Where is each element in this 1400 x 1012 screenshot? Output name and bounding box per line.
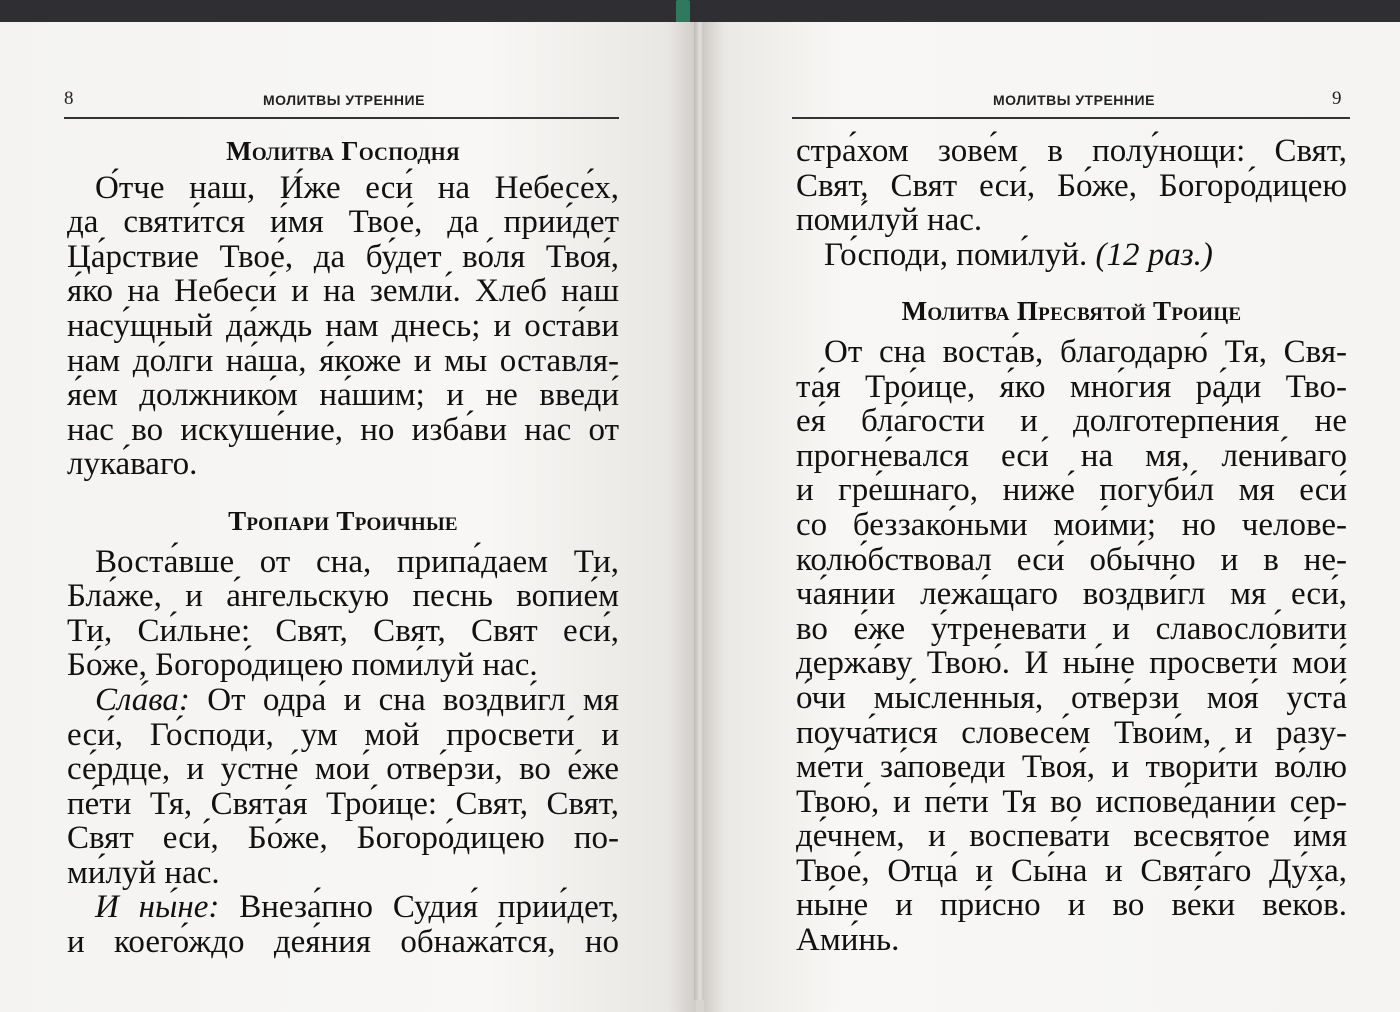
text-line: Твою́, и пе́ти Тя во испове́дании сер- xyxy=(796,783,1347,820)
text-line: поуча́тися словесе́м Твои́м, и разу- xyxy=(796,714,1347,751)
text-line-content: Внеза́пно Судия́ прии́дет, xyxy=(239,889,620,926)
header-rule-right xyxy=(792,117,1350,119)
text-line: ея́ бла́гости и долготерпе́ния не xyxy=(796,403,1347,440)
text-line: да святи́тся и́мя Твое́, да прии́дет xyxy=(67,204,619,241)
page-number-left: 8 xyxy=(64,88,74,109)
text-line: со беззако́ньми мои́ми; но челове- xyxy=(796,506,1347,543)
header-rule-left xyxy=(64,117,619,119)
text-line: стра́хом зове́м в полу́нощи: Свят, xyxy=(796,133,1347,169)
gospodi-text: Го́споди, поми́луй. xyxy=(824,236,1088,273)
gospodi-pomiluy-line xyxy=(796,238,1347,273)
text-line: Ами́нь. xyxy=(796,922,900,959)
text-line: де́чнем, и воспева́ти всесвято́е и́мя xyxy=(796,818,1347,855)
paragraph-continuation xyxy=(796,134,1347,238)
text-line: поми́луй нас. xyxy=(796,202,983,239)
left-page xyxy=(0,22,696,1012)
text-line: о́чи мы́сленныя, отве́рзи моя́ уста́ xyxy=(796,679,1347,716)
text-line: и коего́ждо дея́ния обнажа́тся, но xyxy=(67,924,619,961)
right-page xyxy=(704,22,1400,1012)
running-head-left: МОЛИТВЫ УТРЕННИЕ xyxy=(263,92,425,108)
text-line: Ца́рствие Твое́, да бу́дет во́ля Твоя́, xyxy=(67,238,619,275)
text-line: ны́не и при́сно и во ве́ки веко́в. xyxy=(796,887,1347,924)
text-line: нас во искуше́ние, но изба́ви нас от xyxy=(67,411,619,448)
text-line: пе́ти Тя, Свята́я Тро́ице: Свят, Свят, xyxy=(67,785,619,822)
paragraph-i-nyne xyxy=(67,890,619,959)
paragraph-molitva-troitse xyxy=(796,335,1347,958)
text-line: Бла́же, и а́нгельскую песнь вопие́м xyxy=(67,578,619,615)
text-line-content: От одра́ и сна воздви́гл мя xyxy=(207,681,619,718)
heading-tropari-troichnye: Тропари Троичные xyxy=(228,505,458,536)
text-line: О́тче наш, И́же еси́ на Небесе́х, xyxy=(95,169,619,206)
text-line: насу́щный да́ждь нам днесь; и оста́ви xyxy=(67,307,619,344)
text-line: се́рдце, и устне́ мои́ отве́рзи, во е́же xyxy=(67,751,619,788)
text-line: еси́, Го́споди, ум мой просвети́ и xyxy=(67,716,619,753)
text-line: во е́же у́треневати и славосло́вити xyxy=(796,610,1347,647)
text-line: ме́ти за́поведи Твоя́, и твори́ти во́лю xyxy=(796,749,1347,786)
text-line: та́я Тро́ице, я́ко мно́гия ра́ди Тво- xyxy=(796,368,1347,405)
gospodi-note: (12 раз.) xyxy=(1095,236,1213,273)
text-line xyxy=(67,683,619,718)
text-line: ча́янии лежа́щаго воздви́гл мя еси́, xyxy=(796,576,1347,613)
text-line: я́ко на Небеси́ и на земли́. Хлеб наш xyxy=(67,273,619,310)
paragraph-molitva-gospodnya xyxy=(67,171,619,482)
text-line: колю́бствовал еси́ обы́чно и в не- xyxy=(796,541,1347,578)
paragraph-slava xyxy=(67,683,619,891)
left-page-text xyxy=(67,134,619,960)
text-line: Свят, Свят еси́, Бо́же, Богоро́дицею xyxy=(796,167,1347,204)
text-line: Твое́, Отца́ и Сы́на и Свята́го Ду́ха, xyxy=(796,852,1347,889)
right-page-text xyxy=(796,134,1347,958)
heading-molitva-gospodnya: Молитва Господня xyxy=(226,136,460,166)
text-line: лука́ваго. xyxy=(67,446,198,483)
text-line: От сна воста́в, благодарю́ Тя, Свя- xyxy=(824,333,1347,370)
text-line: и гре́шнаго, ниже́ погуби́л мя еси́ xyxy=(796,472,1347,509)
text-line: прогне́вался еси́ на мя, лени́ваго xyxy=(796,437,1347,474)
text-line: ми́луй нас. xyxy=(67,854,220,891)
paragraph-tropari xyxy=(67,545,619,683)
text-line: Бо́же, Богоро́дицею поми́луй нас. xyxy=(67,647,538,684)
text-line: Воста́вше от сна, припа́даем Ти, xyxy=(95,543,619,580)
bookmark-ribbon xyxy=(676,0,690,24)
text-line: я́ем должнико́м на́шим; и не введи́ xyxy=(67,377,619,414)
text-line xyxy=(67,890,619,925)
text-line: Свят еси́, Бо́же, Богоро́дицею по- xyxy=(67,820,619,857)
text-line: держа́ву Твою́. И ны́не просвети́ мои́ xyxy=(796,645,1347,682)
heading-molitva-troitse: Молитва Пресвятой Троице xyxy=(901,296,1242,327)
running-head-right: МОЛИТВЫ УТРЕННИЕ xyxy=(993,92,1155,108)
slava-label: Сла́ва: xyxy=(95,681,208,718)
page-number-right: 9 xyxy=(1332,88,1342,109)
i-nyne-label: И ны́не: xyxy=(95,889,240,926)
text-line: нам до́лги на́ша, я́коже и мы оставля- xyxy=(67,342,619,379)
text-line: Ти, Си́льне: Свят, Свят, Свят еси́, xyxy=(67,612,619,649)
